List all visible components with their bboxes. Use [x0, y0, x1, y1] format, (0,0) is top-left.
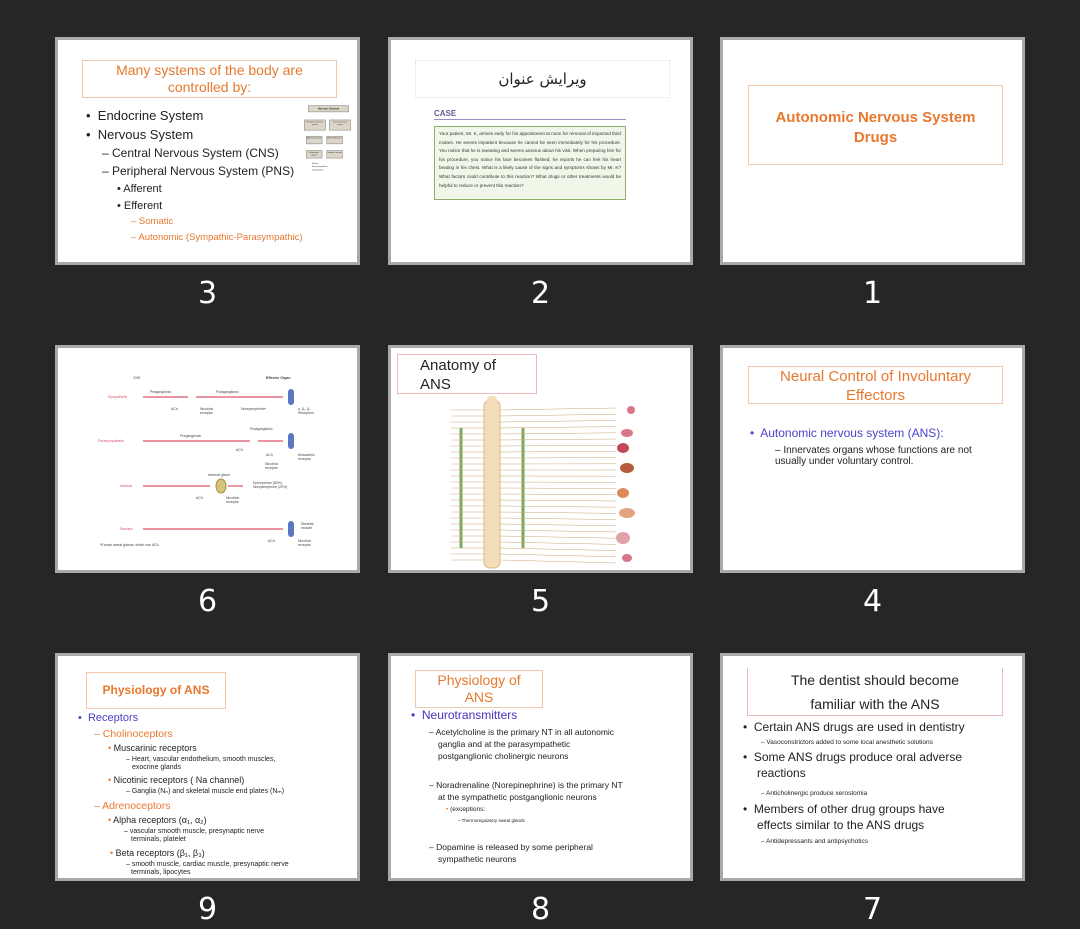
label: Effector Organ: [266, 376, 291, 380]
organ-icons: [616, 406, 635, 562]
diagram-list-item: Parasympathetic: [312, 165, 328, 168]
bullet: – Autonomic (Sympathic-Parasympathic): [131, 232, 303, 243]
label: Nicotinic receptor: [298, 539, 312, 547]
nerve-line: [500, 530, 616, 532]
label: Epinephrine (80%) Norepinephrine (20%): [253, 481, 288, 489]
bullet: ganglia and at the parasympathetic: [438, 739, 571, 749]
slide-number: 7: [862, 892, 883, 927]
label: Preganglionic: [180, 434, 202, 438]
nerve-lines: [451, 408, 616, 563]
diagram-box: Autonomic system: [306, 150, 322, 158]
slide-title: ویرایش عنوان: [415, 60, 670, 98]
slide-number: 6: [197, 584, 218, 619]
slide-title: Anatomy of ANS: [397, 354, 537, 394]
divider: [434, 119, 626, 120]
bullet: Muscarinic receptors: [113, 743, 197, 753]
bullet: – Anticholinergic produce xerostomia: [761, 790, 868, 797]
nerve-line: [500, 488, 616, 489]
bullet: effects similar to the ANS drugs: [757, 818, 925, 832]
bullet: Nicotinic receptors ( Na channel): [113, 775, 245, 785]
slide-number: 8: [530, 892, 551, 927]
label: Sympathetic: [108, 395, 128, 399]
nerve-line: [500, 554, 616, 557]
label: CNS: [133, 376, 141, 380]
bullet: – Antidepressants and antipsychotics: [761, 838, 868, 845]
bullet: exocrine glands: [132, 764, 182, 771]
slide-title: The dentist should become familiar with the ANS: [747, 668, 1003, 716]
bullet-row: • Nicotinic receptors ( Na channel): [108, 775, 245, 785]
case-text: Your patient, Mr. K, arrives early for his appointment at noon for removal of impacted third molars. He seems impatient because he cannot be seen immediately for his procedure. You notice that he is sweating and seems anxious about his visit. When preparing him for his procedure, you notice his face becomes flushed; he reports he can feel his heart beating in his chest. What is a likely cause of the signs and symptoms shown by Mr. K? What factors could contribute to this reaction? What drugs or other treatments would be helpful to reduce or prevent this reaction?: [434, 126, 626, 200]
slide-thumbnail-1[interactable]: [720, 37, 1025, 265]
diagram-box: Afferent division: [306, 136, 322, 144]
bullet-row: • Receptors: [78, 712, 139, 724]
bullet: – Vasoconstrictors added to some local anesthetic solutions: [761, 739, 933, 746]
sub-bullet: – Innervates organs whose functions are not usually under voluntary control.: [775, 445, 972, 467]
slide-thumbnail-7[interactable]: [720, 653, 1025, 881]
bullet: Some ANS drugs produce oral adverse: [753, 750, 962, 764]
bullet-row: • Nervous System: [86, 127, 194, 142]
bullet: postganglionic cholinergic neurons: [438, 751, 569, 761]
bullet: reactions: [757, 766, 806, 780]
bullet: – Adrenoceptors: [94, 800, 171, 812]
label: Preganglionic: [150, 390, 172, 394]
label: Norepinephrine*: [241, 407, 267, 411]
bullet: terminals, lipocytes: [131, 869, 191, 876]
slide-thumbnail-3[interactable]: [55, 37, 360, 265]
label: Nicotinic receptor: [200, 407, 214, 415]
nerve-line: [500, 542, 616, 544]
diagram-list-item: Enteric: [312, 161, 319, 165]
diagram-list-item: Sympathetic: [312, 168, 324, 172]
nerve-line: [500, 524, 616, 526]
label: ACh: [266, 453, 273, 457]
bullet: Neurotransmitters: [421, 708, 518, 722]
bullet: (exceptions:: [450, 806, 486, 813]
case-label: CASE: [434, 109, 457, 118]
bullet: Endocrine System: [97, 108, 204, 123]
label: Adrenal: [120, 484, 133, 488]
bullet: – Thermoregulatory sweat glands: [458, 818, 525, 823]
label: Nicotinic receptor: [265, 462, 279, 470]
slide-thumbnail-8[interactable]: [388, 653, 693, 881]
bullet: Alpha receptors (α₁, α₂): [113, 815, 207, 825]
bullet: Autonomic nervous system (ANS):: [760, 426, 944, 440]
slide-thumbnail-2[interactable]: [388, 37, 693, 265]
nerve-line: [500, 408, 616, 410]
label: Muscarinic receptor: [298, 453, 315, 461]
label: α, β₁, β₂ Receptors: [298, 407, 314, 415]
label: Somatic: [120, 527, 133, 531]
label: ACh: [171, 407, 178, 411]
label: Postganglionic: [250, 427, 273, 431]
diagram-box: Central nervous system: [329, 120, 351, 131]
bullet: – Cholinoceptors: [94, 728, 173, 740]
bullet-row: [126, 756, 275, 764]
bullet: Beta receptors (β₁, β₃): [115, 848, 205, 858]
bullet-row: • Some ANS drugs produce oral adverse: [743, 750, 962, 764]
nerve-line: [500, 420, 616, 422]
slide-number: 4: [862, 584, 883, 619]
bullet: • Afferent: [117, 183, 162, 195]
bullet: – Noradrenaline (Norepinephrine) is the primary NT: [429, 780, 623, 790]
label: ACh: [236, 448, 243, 452]
slide-number: 3: [197, 276, 218, 311]
label: Parasympathetic: [98, 439, 125, 443]
nerve-line: [500, 500, 616, 501]
nerve-line: [500, 439, 616, 440]
slide-thumbnail-6[interactable]: [55, 345, 360, 573]
nerve-line: [500, 536, 616, 538]
bullet: Receptors: [87, 712, 139, 724]
slide-title: Physiology of ANS: [415, 670, 543, 708]
bullet-row: • Autonomic nervous system (ANS):: [750, 426, 944, 440]
bullet: – Central Nervous System (CNS): [102, 146, 279, 160]
label: Adrenal gland: [208, 473, 230, 477]
bullet: • Efferent: [117, 200, 163, 212]
bullet: at the sympathetic postganglionic neurons: [438, 792, 597, 802]
bullet-row: • Members of other drug groups have: [743, 802, 945, 816]
label: Nicotinic receptor: [226, 496, 240, 504]
nerve-line: [500, 427, 616, 428]
slide-title: Physiology of ANS: [86, 672, 226, 709]
bullet-row: • Neurotransmitters: [411, 708, 518, 722]
diagram-box: Somatic system: [326, 150, 342, 158]
bullet: Members of other drug groups have: [753, 802, 945, 816]
bullet-row: • (exceptions:: [446, 806, 486, 813]
slide-thumbnail-4[interactable]: [720, 345, 1025, 573]
slide-title: Many systems of the body are controlled by:: [82, 60, 337, 98]
bullet-row: • Muscarinic receptors: [108, 743, 197, 753]
nerve-line: [500, 494, 616, 495]
bullet: sympathetic neurons: [438, 854, 517, 864]
bullet: – Ganglia (Nₙ) and skeletal muscle end plates (Nₘ): [126, 788, 285, 795]
nerve-line: [500, 445, 616, 446]
slide-thumbnail-5[interactable]: [388, 345, 693, 573]
bullet: – Peripheral Nervous System (PNS): [102, 164, 295, 178]
bullet: – Dopamine is released by some peripheral: [429, 842, 593, 852]
nerve-line: [500, 548, 616, 551]
slide-number: 1: [862, 276, 883, 311]
footnote: *Except sweat glands, which use ACh.: [100, 543, 160, 547]
bullet: terminals, platelet: [131, 836, 186, 843]
bullet-row: • Certain ANS drugs are used in dentistry: [743, 720, 965, 734]
nerve-line: [500, 512, 616, 513]
diagram-box: Efferent division: [326, 136, 342, 144]
nerve-line: [500, 518, 616, 520]
spinal-cord: [484, 400, 500, 568]
bullet-row: • Endocrine System: [86, 108, 204, 123]
slide-thumbnail-9[interactable]: [55, 653, 360, 881]
bullet: – Heart, vascular endothelium, smooth muscles,: [126, 756, 276, 763]
slide-number: 5: [530, 584, 551, 619]
bullet: – vascular smooth muscle, presynaptic nerve: [124, 828, 265, 835]
nerve-line: [500, 560, 616, 563]
bullet-row: • Beta receptors (β₁, β₃): [110, 848, 205, 858]
bullet: Nervous System: [97, 127, 194, 142]
bullet-row: • Alpha receptors (α₁, α₂): [108, 815, 207, 825]
label: Postganglionic: [216, 390, 239, 394]
slide-title: Neural Control of Involuntary Effectors: [748, 366, 1003, 404]
nerve-line: [500, 433, 616, 434]
nerve-line: [500, 414, 616, 416]
bullet: Certain ANS drugs are used in dentistry: [753, 720, 965, 734]
nerve-line: [500, 451, 616, 452]
slide-number: 2: [530, 276, 551, 311]
ans-anatomy-illustration: [391, 348, 693, 573]
slide-title: Autonomic Nervous System Drugs: [748, 85, 1003, 165]
label: Skeletal muscle: [301, 522, 314, 530]
diagram-box: Nervous System: [308, 105, 349, 112]
bullet: – Somatic: [131, 216, 174, 227]
nervous-system-diagram: [304, 104, 353, 179]
nerve-line: [500, 506, 616, 507]
diagram-box: Peripheral nervous system: [304, 120, 326, 131]
bullet: – smooth muscle, cardiac muscle, presynaptic nerve: [126, 861, 289, 868]
slide-number: 9: [197, 892, 218, 927]
bullet: – Acetylcholine is the primary NT in all autonomic: [429, 727, 615, 737]
label: ACh: [196, 496, 203, 500]
diagram-labels: [58, 348, 360, 573]
label: ACh: [268, 539, 275, 543]
